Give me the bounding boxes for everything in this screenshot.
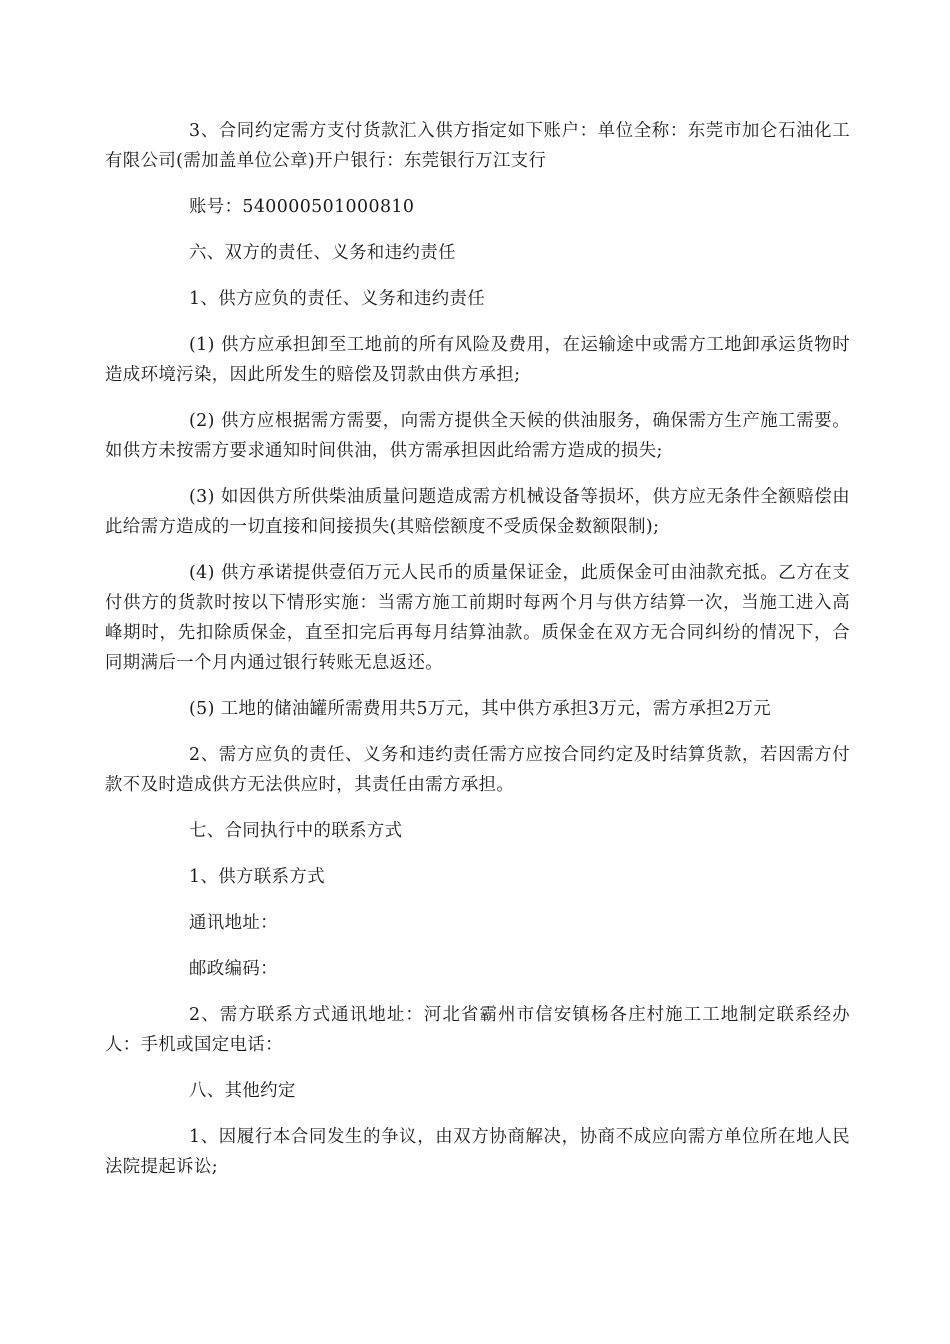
paragraph-payment-account: 3、合同约定需方支付货款汇入供方指定如下账户：单位全称：东莞市加仑石油化工有限公司(需加盖单位公章)开户银行：东莞银行万江支行 [105,121,850,171]
document-body [105,116,850,1198]
section-heading-contact: 七、合同执行中的联系方式 [189,821,403,841]
field-postcode: 邮政编码： [189,959,278,979]
section-heading-responsibilities: 六、双方的责任、义务和违约责任 [189,243,456,263]
section-heading-other: 八、其他约定 [189,1081,296,1101]
clause-3: (3) 如因供方所供柴油质量问题造成需方机械设备等损坏，供方应无条件全额赔偿由此给需方造成的一切直接和间接损失(其赔偿额度不受质保金数额限制); [105,487,850,537]
paragraph-account-number: 账号：540000501000810 [189,197,415,217]
clause-dispute: 1、因履行本合同发生的争议，由双方协商解决，协商不成应向需方单位所在地人民法院提起诉讼; [105,1127,850,1177]
clause-2: (2) 供方应根据需方需要，向需方提供全天候的供油服务，确保需方生产施工需要。如供方未按需方要求通知时间供油，供方需承担因此给需方造成的损失; [105,411,850,461]
clause-5: (5) 工地的储油罐所需费用共5万元，其中供方承担3万元，需方承担2万元 [189,699,772,719]
clause-1: (1) 供方应承担卸至工地前的所有风险及费用，在运输途中或需方工地卸承运货物时造成环境污染，因此所发生的赔偿及罚款由供方承担; [105,335,850,385]
subheading-buyer-responsibilities: 2、需方应负的责任、义务和违约责任需方应按合同约定及时结算货款，若因需方付款不及时造成供方无法供应时，其责任由需方承担。 [105,745,850,795]
subheading-supplier-responsibilities: 1、供方应负的责任、义务和违约责任 [189,289,486,309]
subheading-supplier-contact: 1、供方联系方式 [189,867,325,887]
field-address: 通讯地址： [189,913,278,933]
clause-4: (4) 供方承诺提供壹佰万元人民币的质量保证金，此质保金可由油款充抵。乙方在支付供方的货款时按以下情形实施：当需方施工前期时每两个月与供方结算一次，当施工进入高峰期时，先扣除质保金，直至扣完后再每月结算油款。质保金在双方无合同纠纷的情况下，合同期满后一个月内通过银行转账无息返还。 [105,563,850,673]
subheading-buyer-contact: 2、需方联系方式通讯地址：河北省霸州市信安镇杨各庄村施工工地制定联系经办人：手机或国定电话： [105,1005,850,1055]
